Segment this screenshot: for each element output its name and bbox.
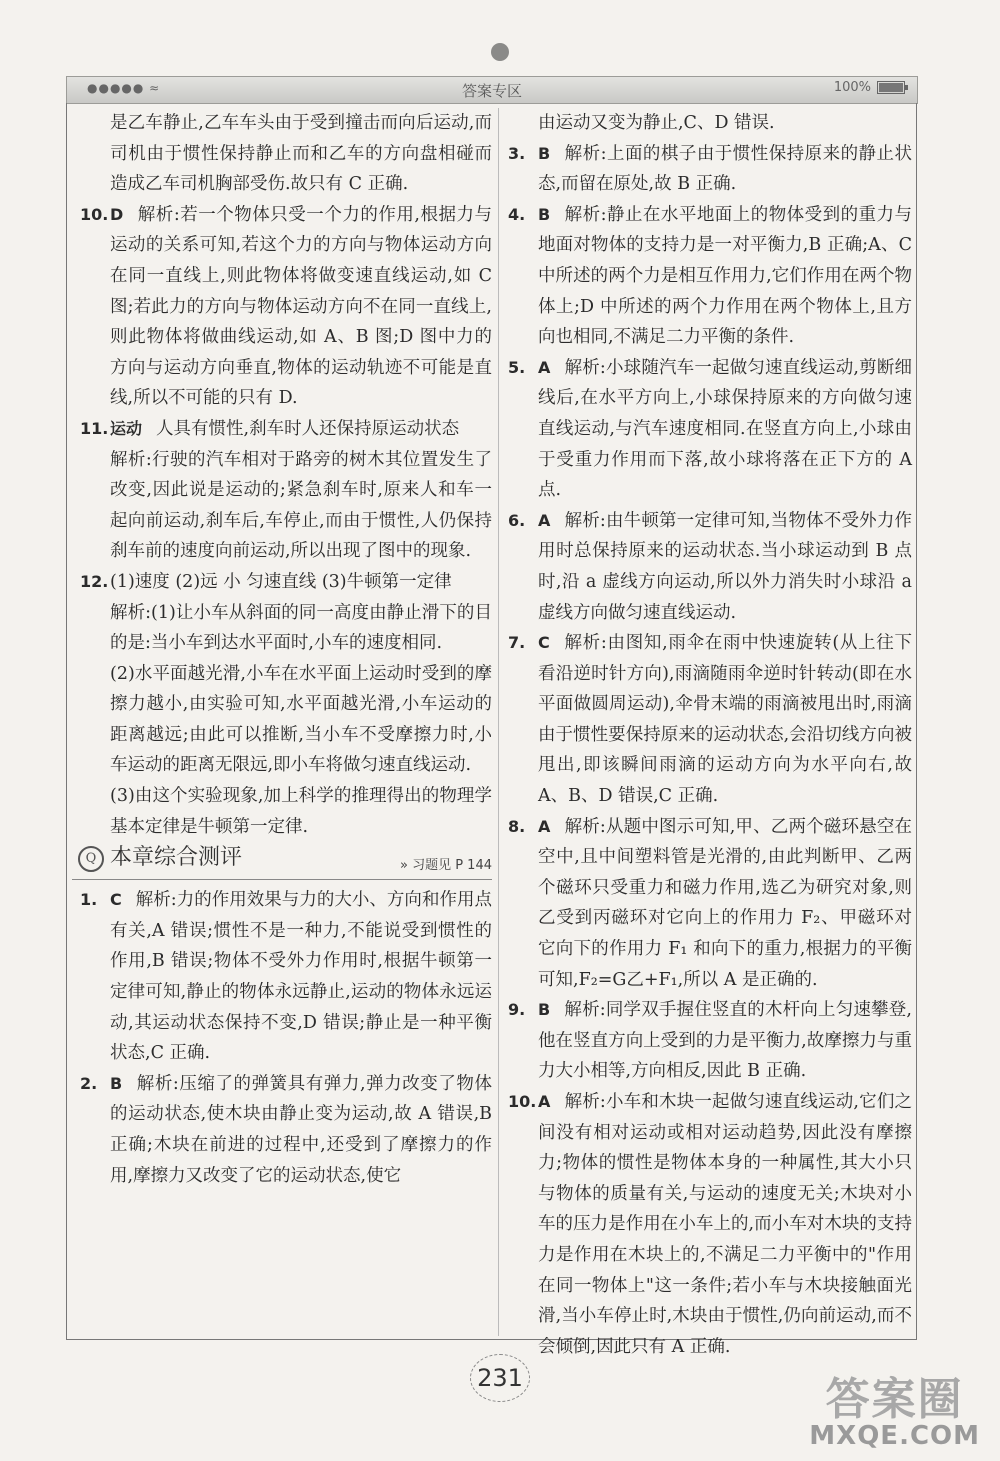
- watermark-logo: 答案圈: [825, 1374, 964, 1425]
- item-answer: B: [538, 143, 551, 163]
- section-header: [72, 843, 492, 880]
- binder-hole: [491, 43, 509, 61]
- item-number: 8.: [508, 816, 526, 836]
- answer-item-6: [508, 506, 912, 628]
- answer-item-8: [508, 812, 912, 996]
- item-analysis-1: 解析:(1)让小车从斜面的同一高度由静止滑下的目的是:当小车到达水平面时,小车的速度相同.: [110, 602, 492, 654]
- answer-item-5: [508, 353, 912, 506]
- right-column: [508, 108, 912, 1362]
- item-answer: C: [110, 890, 122, 910]
- page-number: 231: [466, 1350, 534, 1406]
- item-text: 解析:从题中图示可知,甲、乙两个磁环悬空在空中,且中间塑料管是光滑的,由此判断甲、乙两个磁环只受重力和磁力作用,选乙为研究对象,则乙受到丙磁环对它向上的作用力 F₂、甲磁环对它向下的作用力 F₁ 和向下的重力,根据力的平衡可知,F₂=G乙+F₁,所以 A 是正确的.: [538, 816, 912, 990]
- item-answer: A: [538, 357, 551, 377]
- item-answer: 运动: [110, 418, 143, 438]
- answer-item-3: [508, 139, 912, 200]
- answer-item-4: [508, 200, 912, 353]
- column-divider: [498, 108, 499, 1336]
- item-text: 解析:由图知,雨伞在雨中快速旋转(从上往下看沿逆时针方向),雨滴随雨伞逆时针转动(即在水平面做圆周运动),伞骨末端的雨滴被甩出时,雨滴由于惯性要保持原来的运动状态,会沿切线方向被甩出,即该瞬间雨滴的运动方向为水平向右,故 A、B、D 错误,C 正确.: [538, 633, 912, 807]
- battery-percent: 100%: [833, 80, 871, 95]
- item-number: 2.: [80, 1073, 98, 1093]
- item-text: (1)速度 (2)远 小 匀速直线 (3)牛顿第一定律: [110, 571, 452, 592]
- item-number: 7.: [508, 633, 526, 653]
- item-text: 解析:压缩了的弹簧具有弹力,弹力改变了物体的运动状态,使木块由静止变为运动,故 A 错误,B 正确;木块在前进的过程中,还受到了摩擦力的作用,摩擦力又改变了它的运动状态,使它: [110, 1073, 492, 1186]
- item-text: 解析:小球随汽车一起做匀速直线运动,剪断细线后,在水平方向上,小球保持原来的方向做匀速直线运动,与汽车速度相同.在竖直方向上,小球由于受重力作用而下落,故小球将落在正下方的 A 点.: [538, 357, 912, 501]
- item-number: 3.: [508, 143, 526, 163]
- answer-item-12: [80, 567, 492, 598]
- answer-item-2: [80, 1069, 492, 1191]
- item-text: 人具有惯性,刹车时人还保持原运动状态: [156, 418, 460, 439]
- answer-item-10: [80, 200, 492, 414]
- answer-item-9: [508, 995, 912, 1087]
- status-bar: [66, 76, 918, 104]
- battery-icon: [877, 81, 905, 94]
- item-answer: A: [538, 510, 551, 530]
- answer-item-11: [80, 414, 492, 445]
- item-number: 1.: [80, 890, 98, 910]
- watermark: [809, 1363, 980, 1451]
- item-answer: A: [538, 1092, 551, 1111]
- item-text: 解析:由牛顿第一定律可知,当物体不受外力作用时总保持原来的运动状态.当小球运动到 B 点时,沿 a 虚线方向运动,所以外力消失时小球沿 a 虚线方向做匀速直线运动.: [538, 510, 912, 623]
- item-text: 解析:若一个物体只受一个力的作用,根据力与运动的关系可知,若这个力的方向与物体运动方向在同一直线上,则此物体将做变速直线运动,如 C 图;若此力的方向与物体运动方向不在同一直线上,则此物体将做曲线运动,如 A、B 图;D 图中力的方向与运动方向垂直,物体的运动轨迹不可能是直线,所以不可能的只有 D.: [110, 204, 492, 409]
- item-number: 10.: [80, 204, 109, 224]
- item-number: 10.: [508, 1092, 537, 1111]
- section-reference: » 习题见 P 144: [399, 858, 492, 874]
- answer-item-10b: [508, 1087, 912, 1362]
- continued-text: 是乙车静止,乙车车头由于受到撞击而向后运动,而司机由于惯性保持静止而和乙车的方向盘相碰而造成乙车司机胸部受伤.故只有 C 正确.: [110, 113, 492, 195]
- watermark-url: MXQE.COM: [809, 1421, 980, 1451]
- item-number: 12.: [80, 571, 109, 591]
- item-number: 6.: [508, 510, 526, 530]
- signal-icon: ●●●●● ≈: [87, 81, 161, 95]
- item-text: 解析:小车和木块一起做匀速直线运动,它们之间没有相对运动或相对运动趋势,因此没有摩擦力;物体的惯性是物体本身的一种属性,其大小只与物体的质量有关,与运动的速度无关;木块对小车的压力是作用在小车上的,而小车对木块的支持力是作用在木块上的,不满足二力平衡中的"作用在同一物体上"这一条件;若小车与木块接触面光滑,当小车停止时,木块由于惯性,仍向前运动,而不会倾倒,因此只有 A 正确.: [538, 1092, 912, 1357]
- item-answer: B: [538, 1000, 551, 1020]
- magnifier-icon: Q: [78, 846, 104, 872]
- battery-indicator: [834, 80, 905, 95]
- item-text: 解析:力的作用效果与力的大小、方向和作用点有关,A 错误;惯性不是一种力,不能说受到惯性的作用,B 错误;物体不受外力作用时,根据牛顿第一定律可知,静止的物体永远静止,运动的物体永远运动,其运动状态保持不变,D 错误;静止是一种平衡状态,C 正确.: [110, 890, 492, 1064]
- item-answer: B: [538, 204, 551, 224]
- item-number: 11.: [80, 418, 109, 438]
- item-analysis-2: (2)水平面越光滑,小车在水平面上运动时受到的摩擦力越小,由实验可知,水平面越光滑,小车运动的距离越远;由此可以推断,当小车不受摩擦力时,小车运动的距离无限远,即小车将做匀速直线运动.: [110, 663, 492, 776]
- item-analysis-3: (3)由这个实验现象,加上科学的推理得出的物理学基本定律是牛顿第一定律.: [110, 786, 492, 837]
- item-number: 4.: [508, 204, 526, 224]
- item-text: 解析:上面的棋子由于惯性保持原来的静止状态,而留在原处,故 B 正确.: [538, 143, 912, 195]
- section-title: 本章综合测评: [110, 845, 243, 871]
- answer-item-7: [508, 628, 912, 812]
- item-number: 9.: [508, 1000, 526, 1020]
- frame-line-left: [66, 103, 67, 1339]
- left-column: [80, 108, 492, 1191]
- item-answer: D: [110, 204, 124, 224]
- item-text: 解析:同学双手握住竖直的木杆向上匀速攀登,他在竖直方向上受到的力是平衡力,故摩擦力与重力大小相等,方向相反,因此 B 正确.: [538, 1000, 912, 1082]
- item-answer: C: [538, 633, 550, 653]
- item-answer: B: [110, 1073, 123, 1093]
- item-text: 解析:静止在水平地面上的物体受到的重力与地面对物体的支持力是一对平衡力,B 正确;A、C 中所述的两个力是相互作用力,它们作用在两个物体上;D 中所述的两个力作用在两个物体上,且方向也相同,不满足二力平衡的条件.: [538, 204, 912, 348]
- frame-line-right: [916, 103, 917, 1339]
- item-number: 5.: [508, 357, 526, 377]
- answer-item-1: [80, 885, 492, 1069]
- status-title: 答案专区: [461, 82, 522, 100]
- continued-text: 由运动又变为静止,C、D 错误.: [538, 113, 775, 133]
- item-analysis: 解析:行驶的汽车相对于路旁的树木其位置发生了改变,因此说是运动的;紧急刹车时,原来人和车一起向前运动,刹车后,车停止,而由于惯性,人仍保持刹车前的速度向前运动,所以出现了图中的现象.: [110, 449, 492, 562]
- item-answer: A: [538, 816, 551, 836]
